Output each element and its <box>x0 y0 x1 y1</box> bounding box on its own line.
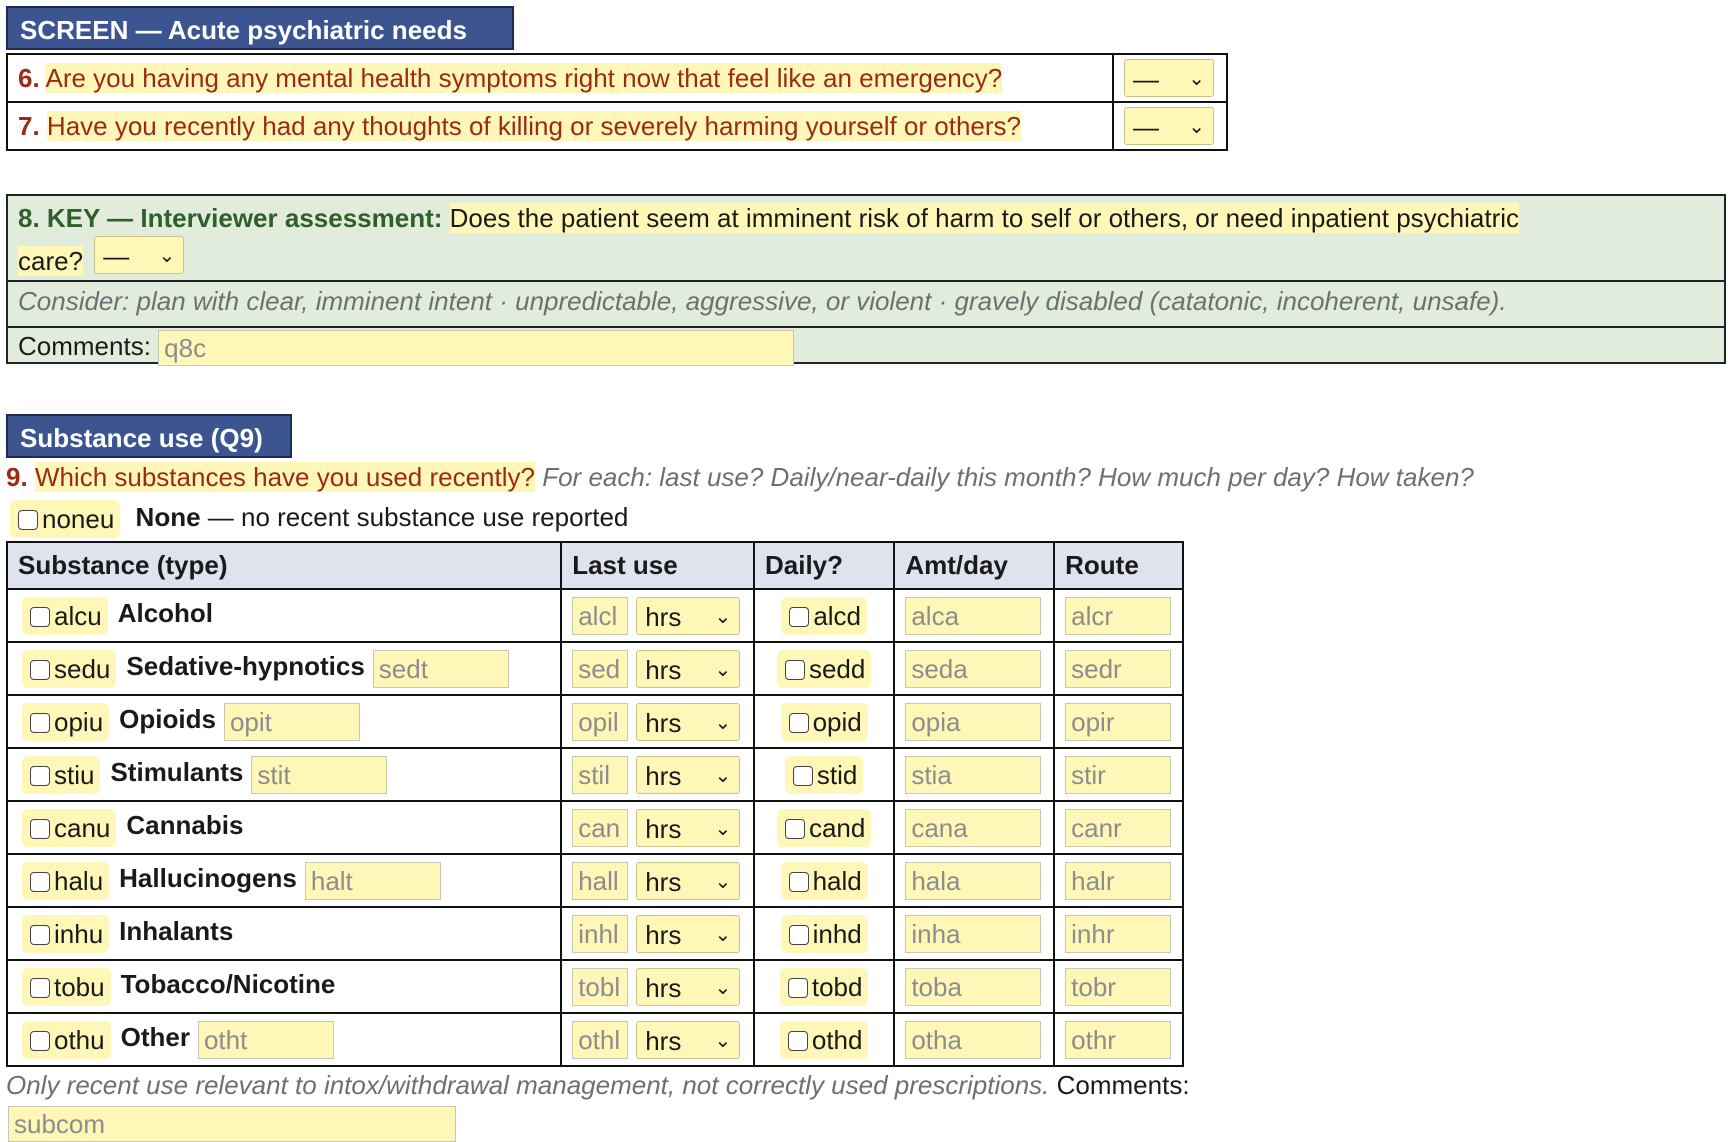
daily-cell <box>754 1013 894 1066</box>
daily-cell <box>754 854 894 907</box>
table-row <box>7 801 1183 854</box>
column-header: Substance (type) <box>7 542 561 589</box>
route-cell <box>1054 960 1183 1013</box>
checkbox-icon <box>30 713 50 733</box>
substance-type-input[interactable]: otht <box>198 1021 334 1059</box>
last-use-input[interactable]: inhl <box>572 915 628 953</box>
substance-checkbox[interactable] <box>22 597 108 635</box>
amount-cell <box>894 960 1054 1013</box>
checkbox-label: opiu <box>54 706 104 737</box>
route-input[interactable]: sedr <box>1065 650 1171 688</box>
checkbox-icon <box>788 978 808 998</box>
substance-name: Cannabis <box>126 810 244 841</box>
selected-value: hrs <box>645 919 682 950</box>
daily-checkbox[interactable] <box>777 650 871 688</box>
checkbox-icon <box>18 510 38 530</box>
substance-rows <box>7 589 1183 1066</box>
substance-cell <box>7 748 561 801</box>
substance-checkbox[interactable] <box>22 1021 111 1059</box>
substance-name: Stimulants <box>110 757 244 788</box>
substance-name: Other <box>120 1022 190 1053</box>
substance-type-input[interactable]: sedt <box>373 650 509 688</box>
selected-value: hrs <box>645 654 682 685</box>
route-input[interactable]: halr <box>1065 862 1171 900</box>
daily-cell <box>754 642 894 695</box>
checkbox-icon <box>30 925 50 945</box>
daily-checkbox[interactable] <box>777 809 871 847</box>
checkbox-icon <box>30 978 50 998</box>
checkbox-label: alcd <box>813 600 862 631</box>
chevron-down-icon: ⌄ <box>714 976 732 999</box>
chevron-down-icon: ⌄ <box>1188 68 1205 90</box>
selected-value: — <box>103 241 130 271</box>
checkbox-icon <box>30 872 50 892</box>
checkbox-label: stiu <box>54 759 95 790</box>
last-use-input[interactable]: sed <box>572 650 628 688</box>
chevron-down-icon: ⌄ <box>158 245 176 267</box>
selected-value: hrs <box>645 866 682 897</box>
checkbox-label: stid <box>816 759 858 790</box>
daily-checkbox[interactable] <box>780 968 869 1006</box>
table-row <box>7 854 1183 907</box>
selected-value: hrs <box>645 601 682 632</box>
checkbox-label: hald <box>812 865 862 896</box>
checkbox-label: cand <box>808 812 866 843</box>
substance-checkbox[interactable] <box>22 650 116 688</box>
none-row <box>10 500 628 538</box>
none-desc: — no recent substance use reported <box>207 501 629 532</box>
route-input[interactable]: tobr <box>1065 968 1171 1006</box>
last-use-cell <box>561 1013 754 1066</box>
last-use-cell <box>561 801 754 854</box>
table-row <box>7 960 1183 1013</box>
daily-cell <box>754 801 894 854</box>
last-use-cell <box>561 854 754 907</box>
table-row <box>7 695 1183 748</box>
checkbox-label: othd <box>811 1024 863 1055</box>
checkbox-label: sedu <box>54 653 111 684</box>
substance-cell <box>7 589 561 642</box>
checkbox-icon <box>793 766 813 786</box>
route-cell <box>1054 589 1183 642</box>
last-use-input[interactable]: alcl <box>572 597 628 635</box>
q7-answer-select[interactable] <box>1124 107 1214 145</box>
checkbox-icon <box>785 819 805 839</box>
comments-label: Comments: <box>18 331 151 361</box>
daily-cell <box>754 589 894 642</box>
table-row <box>7 748 1183 801</box>
last-use-cell <box>561 589 754 642</box>
substance-table <box>6 541 1184 1067</box>
checkbox-label: tobd <box>811 971 863 1002</box>
amount-cell <box>894 854 1054 907</box>
substance-cell <box>7 695 561 748</box>
last-use-unit-select[interactable] <box>636 597 740 635</box>
substance-name: Inhalants <box>119 916 234 947</box>
key-comments-input[interactable]: q8c <box>158 330 794 366</box>
last-use-cell <box>561 695 754 748</box>
substance-checkbox[interactable] <box>22 968 111 1006</box>
substance-name: Opioids <box>119 704 216 735</box>
substance-type-input[interactable]: halt <box>305 862 441 900</box>
amount-per-day-input[interactable]: hala <box>905 862 1041 900</box>
question-text: Which substances have you used recently? <box>34 462 535 492</box>
checkbox-icon <box>30 607 50 627</box>
checkbox-icon <box>789 925 809 945</box>
last-use-cell <box>561 748 754 801</box>
selected-value: hrs <box>645 760 682 791</box>
amount-cell <box>894 801 1054 854</box>
question-row-6 <box>7 54 1227 102</box>
chevron-down-icon: ⌄ <box>714 923 732 946</box>
checkbox-icon <box>30 819 50 839</box>
screen-questions-table <box>6 53 1228 151</box>
table-row <box>7 907 1183 960</box>
section-header-substance: Substance use (Q9) <box>6 414 292 458</box>
footnote: Only recent use relevant to intox/withdrawal management, not correctly used prescriptions. <box>6 1070 1050 1100</box>
question-row-7 <box>7 102 1227 150</box>
amount-cell <box>894 1013 1054 1066</box>
amount-per-day-input[interactable]: seda <box>905 650 1041 688</box>
last-use-unit-select[interactable] <box>636 968 740 1006</box>
substance-checkbox[interactable] <box>22 809 116 847</box>
substance-name: Tobacco/Nicotine <box>120 969 336 1000</box>
route-input[interactable]: opir <box>1065 703 1171 741</box>
checkbox-icon <box>30 1031 50 1051</box>
checkbox-icon <box>30 660 50 680</box>
daily-checkbox[interactable] <box>780 1021 869 1059</box>
amount-per-day-input[interactable]: cana <box>905 809 1041 847</box>
substance-name: Alcohol <box>117 598 214 629</box>
checkbox-label: tobu <box>54 971 105 1002</box>
amount-cell <box>894 748 1054 801</box>
daily-cell <box>754 748 894 801</box>
substance-comments-input[interactable]: subcom <box>8 1106 456 1142</box>
key-question-text: Does the patient seem at imminent risk of harm to self or others, or need inpatient psychiatric <box>449 203 1520 233</box>
checkbox-label: noneu <box>42 504 115 534</box>
chevron-down-icon: ⌄ <box>714 764 732 787</box>
last-use-unit-select[interactable] <box>636 1021 740 1059</box>
amount-per-day-input[interactable]: alca <box>905 597 1041 635</box>
last-use-input[interactable]: opil <box>572 703 628 741</box>
question-number: 7. <box>18 110 40 141</box>
amount-cell <box>894 642 1054 695</box>
q6-answer-select[interactable] <box>1124 59 1214 97</box>
route-cell <box>1054 907 1183 960</box>
checkbox-icon <box>789 713 809 733</box>
table-row <box>7 1013 1183 1066</box>
amount-per-day-input[interactable]: inha <box>905 915 1041 953</box>
daily-checkbox[interactable] <box>781 597 867 635</box>
daily-checkbox[interactable] <box>781 703 868 741</box>
last-use-input[interactable]: othl <box>572 1021 628 1059</box>
selected-value: hrs <box>645 707 682 738</box>
question-number: 9. <box>6 462 28 492</box>
chevron-down-icon: ⌄ <box>1188 116 1205 138</box>
route-cell <box>1054 642 1183 695</box>
checkbox-icon <box>789 607 809 627</box>
last-use-unit-select[interactable] <box>636 756 740 794</box>
route-cell <box>1054 1013 1183 1066</box>
amount-cell <box>894 907 1054 960</box>
key-assessment-panel <box>6 194 1726 364</box>
last-use-cell <box>561 907 754 960</box>
route-input[interactable]: inhr <box>1065 915 1171 953</box>
route-cell <box>1054 801 1183 854</box>
daily-checkbox[interactable] <box>785 756 863 794</box>
route-cell <box>1054 748 1183 801</box>
checkbox-label: sedd <box>808 653 866 684</box>
last-use-unit-select[interactable] <box>636 862 740 900</box>
checkbox-label: opid <box>812 706 862 737</box>
comments-label: Comments: <box>1056 1070 1190 1100</box>
column-header: Last use <box>561 542 754 589</box>
chevron-down-icon: ⌄ <box>714 658 732 681</box>
chevron-down-icon: ⌄ <box>714 817 732 840</box>
substance-checkbox[interactable] <box>22 703 109 741</box>
key-question <box>18 200 1708 279</box>
substance-cell <box>7 907 561 960</box>
checkbox-label: inhd <box>812 918 862 949</box>
checkbox-label: canu <box>54 812 111 843</box>
last-use-unit-select[interactable] <box>636 703 740 741</box>
route-input[interactable]: canr <box>1065 809 1171 847</box>
question-hint: For each: last use? Daily/near-daily this month? How much per day? How taken? <box>542 462 1474 492</box>
last-use-cell <box>561 642 754 695</box>
route-input[interactable]: alcr <box>1065 597 1171 635</box>
checkbox-icon <box>788 1031 808 1051</box>
table-header-row <box>7 542 1183 589</box>
substance-cell <box>7 801 561 854</box>
chevron-down-icon: ⌄ <box>714 711 732 734</box>
none-label: None <box>135 501 201 532</box>
chevron-down-icon: ⌄ <box>714 1029 732 1052</box>
substance-cell <box>7 854 561 907</box>
chevron-down-icon: ⌄ <box>714 605 732 628</box>
checkbox-label: alcu <box>54 600 102 631</box>
amount-cell <box>894 695 1054 748</box>
substance-name: Sedative-hypnotics <box>126 651 365 682</box>
last-use-input[interactable]: hall <box>572 862 628 900</box>
last-use-cell <box>561 960 754 1013</box>
selected-value: hrs <box>645 813 682 844</box>
chevron-down-icon: ⌄ <box>714 870 732 893</box>
question-text: Have you recently had any thoughts of killing or severely harming yourself or others? <box>46 110 1021 141</box>
route-input[interactable]: stir <box>1065 756 1171 794</box>
table-row <box>7 589 1183 642</box>
selected-value: hrs <box>645 972 682 1003</box>
divider <box>8 280 1724 282</box>
route-cell <box>1054 854 1183 907</box>
key-consider-hint: Consider: plan with clear, imminent intent · unpredictable, aggressive, or violent · gravely disabled (catatonic, incoherent, unsafe). <box>18 286 1507 316</box>
last-use-unit-select[interactable] <box>636 809 740 847</box>
amount-cell <box>894 589 1054 642</box>
key-question-text-cont: care? <box>18 246 84 276</box>
daily-cell <box>754 960 894 1013</box>
amount-per-day-input[interactable]: toba <box>905 968 1041 1006</box>
substance-checkbox[interactable] <box>22 756 100 794</box>
checkbox-label: inhu <box>54 918 104 949</box>
column-header: Route <box>1054 542 1183 589</box>
last-use-unit-select[interactable] <box>636 650 740 688</box>
checkbox-label: othu <box>54 1024 105 1055</box>
question-text: Are you having any mental health symptoms right now that feel like an emergency? <box>45 62 1003 93</box>
key-answer-select[interactable] <box>94 236 184 274</box>
last-use-input[interactable]: stil <box>572 756 628 794</box>
substance-cell <box>7 960 561 1013</box>
substance-cell <box>7 1013 561 1066</box>
key-label: 8. KEY — Interviewer assessment: <box>18 203 443 233</box>
checkbox-label: halu <box>54 865 104 896</box>
daily-cell <box>754 907 894 960</box>
table-row <box>7 642 1183 695</box>
amount-per-day-input[interactable]: opia <box>905 703 1041 741</box>
selected-value: — <box>1133 112 1159 142</box>
checkbox-icon <box>785 660 805 680</box>
column-header: Amt/day <box>894 542 1054 589</box>
column-header: Daily? <box>754 542 894 589</box>
daily-checkbox[interactable] <box>781 862 868 900</box>
none-checkbox[interactable] <box>10 500 120 538</box>
substance-cell <box>7 642 561 695</box>
section-header-screen: SCREEN — Acute psychiatric needs <box>6 6 514 50</box>
last-use-input[interactable]: tobl <box>572 968 628 1006</box>
last-use-unit-select[interactable] <box>636 915 740 953</box>
checkbox-icon <box>789 872 809 892</box>
substance-name: Hallucinogens <box>119 863 297 894</box>
substance-type-input[interactable]: stit <box>251 756 387 794</box>
question-number: 6. <box>18 62 40 93</box>
checkbox-icon <box>30 766 50 786</box>
selected-value: hrs <box>645 1025 682 1056</box>
daily-checkbox[interactable] <box>781 915 868 953</box>
substance-question <box>6 462 1474 493</box>
selected-value: — <box>1133 64 1159 94</box>
last-use-input[interactable]: can <box>572 809 628 847</box>
route-input[interactable]: othr <box>1065 1021 1171 1059</box>
key-comments-row <box>18 328 794 364</box>
amount-per-day-input[interactable]: stia <box>905 756 1041 794</box>
amount-per-day-input[interactable]: otha <box>905 1021 1041 1059</box>
substance-checkbox[interactable] <box>22 862 109 900</box>
substance-type-input[interactable]: opit <box>224 703 360 741</box>
substance-checkbox[interactable] <box>22 915 109 953</box>
substance-footnote-row <box>6 1070 1190 1101</box>
route-cell <box>1054 695 1183 748</box>
daily-cell <box>754 695 894 748</box>
